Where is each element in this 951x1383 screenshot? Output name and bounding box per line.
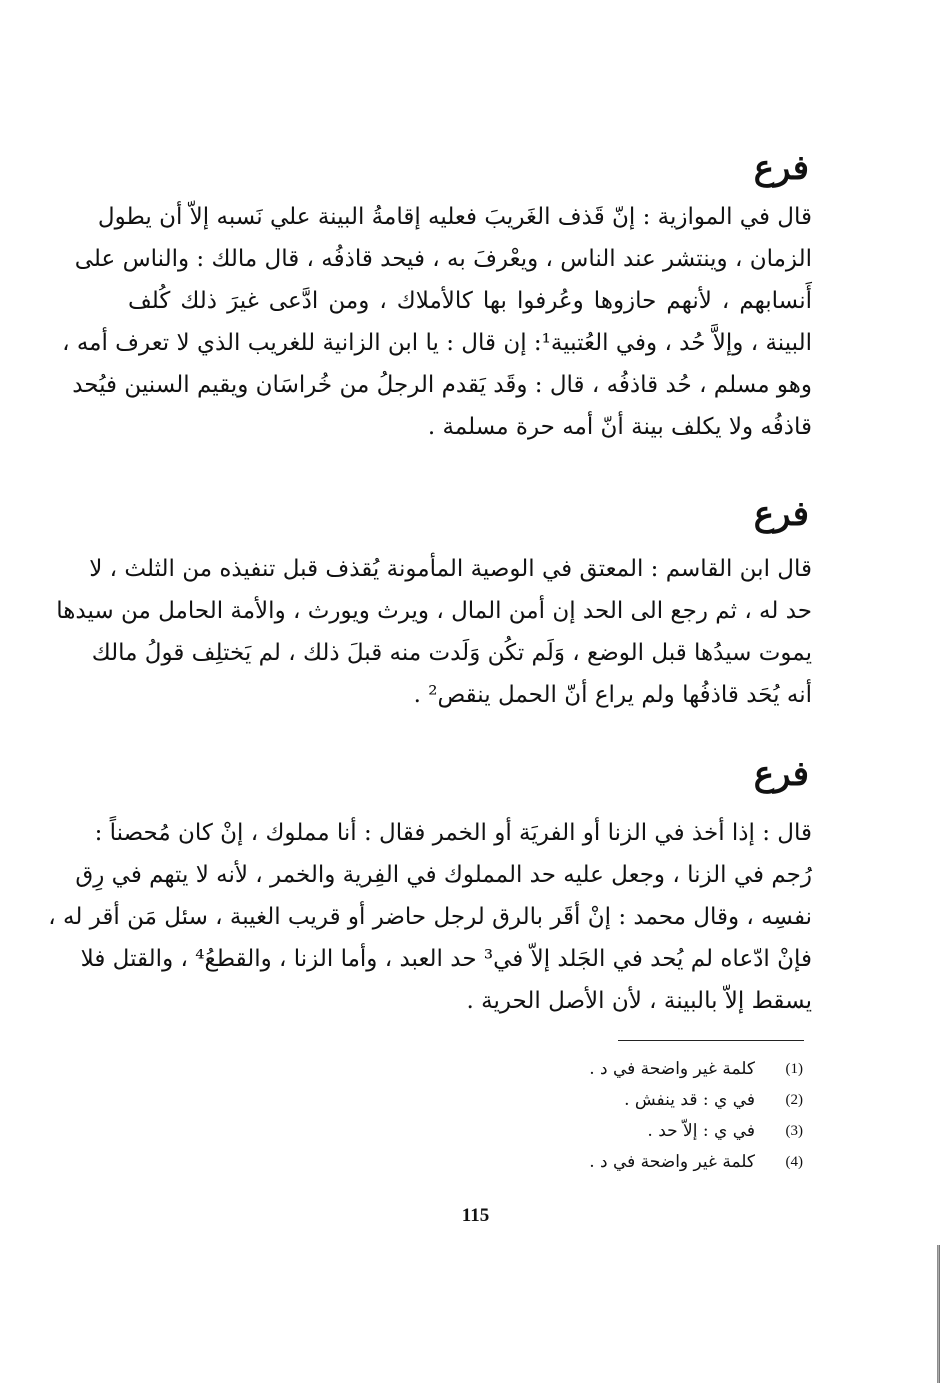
text-line: الزمان ، وينتشر عند الناس ، ويعْرفَ به ، فيحد قاذفُه ، قال مالك : والناس على xyxy=(74,246,812,272)
footnote-item xyxy=(473,1116,803,1147)
page-number: 115 xyxy=(461,1205,490,1226)
text-line: قال : إذا أخذ في الزنا أو الفريَة أو الخمر فقال : أنا مملوك ، إنْ كان مُحصناً : xyxy=(94,820,812,846)
text-line: قال في الموازية : إنّ قَذف الغَريبَ فعليه إقامةُ البينة علي نَسبه إلاّ أن يطول xyxy=(97,204,812,230)
section-paragraph xyxy=(62,196,812,448)
text-line: قال ابن القاسم : المعتق في الوصية المأمونة يُقذف قبل تنفيذه من الثلث ، لا xyxy=(89,556,812,582)
footnote-number: (1) xyxy=(785,1061,803,1077)
text-line: رُجم في الزنا ، وجعل عليه حد المملوك في الفِرية والخمر ، لأنه لا يتهم في رِق xyxy=(75,862,812,888)
text-line: حد له ، ثم رجع الى الحد إن أمن المال ، ويرث ويورث ، والأمة الحامل من سيدها xyxy=(56,598,812,624)
footnote-number: (3) xyxy=(785,1123,803,1139)
section-paragraph xyxy=(48,812,812,1022)
text-line: قاذفُه ولا يكلف بينة أنّ أمه حرة مسلمة . xyxy=(427,414,812,440)
footnote-item xyxy=(473,1147,803,1178)
text-line: أَنسابهم ، لأنهم حازوها وعُرفوا بها كالأملاك ، ومن ادَّعى غيرَ ذلك كُلف xyxy=(128,288,812,314)
footnote-separator xyxy=(618,1040,804,1041)
footnote-number: (4) xyxy=(785,1154,803,1170)
text-line: أنه يُحَد قاذفُها ولم يراع أنّ الحمل ينقص² . xyxy=(413,682,812,708)
section-heading: فرع xyxy=(753,754,809,794)
section-heading: فرع xyxy=(753,148,809,188)
text-line: يموت سيدُها قبل الوضع ، وَلَم تكُن وَلَدت منه قبلَ ذلك ، لم يَختلِف قولُ مالك xyxy=(91,640,812,666)
footnote-item xyxy=(473,1085,803,1116)
text-line: البينة ، وإلاَّ حُد ، وفي العُتبية¹: إن قال : يا ابن الزانية للغريب الذي لا تعرف أمه ، xyxy=(62,330,812,356)
text-line: نفسِه ، وقال محمد : إنْ أقَر بالرق لرجل حاضر أو قريب الغيبة ، سئل مَن أقر له ، xyxy=(48,904,812,930)
footnote-text: كلمة غير واضحة في د . xyxy=(589,1059,755,1079)
footnote-item xyxy=(473,1054,803,1085)
footnote-number: (2) xyxy=(785,1092,803,1108)
section-heading: فرع xyxy=(753,494,809,534)
text-line: يسقط إلاّ بالبينة ، لأن الأصل الحرية . xyxy=(466,988,812,1014)
section-paragraph xyxy=(56,548,812,716)
footnotes xyxy=(473,1054,803,1178)
footnote-text: في ي : قد ينفش . xyxy=(624,1090,755,1110)
scan-edge-line xyxy=(937,1245,940,1383)
text-line: وهو مسلم ، حُد قاذفُه ، قال : وقَد يَقدم الرجلُ من خُراسَان ويقيم السنين فيُحد xyxy=(72,372,812,398)
text-line: فإنْ ادّعاه لم يُحد في الجَلد إلاّ في³ حد العبد ، وأما الزنا ، والقطعُ⁴ ، والقتل فلا xyxy=(80,946,812,972)
footnote-text: في ي : إلاّ حد . xyxy=(647,1121,755,1141)
footnote-text: كلمة غير واضحة في د . xyxy=(589,1152,755,1172)
